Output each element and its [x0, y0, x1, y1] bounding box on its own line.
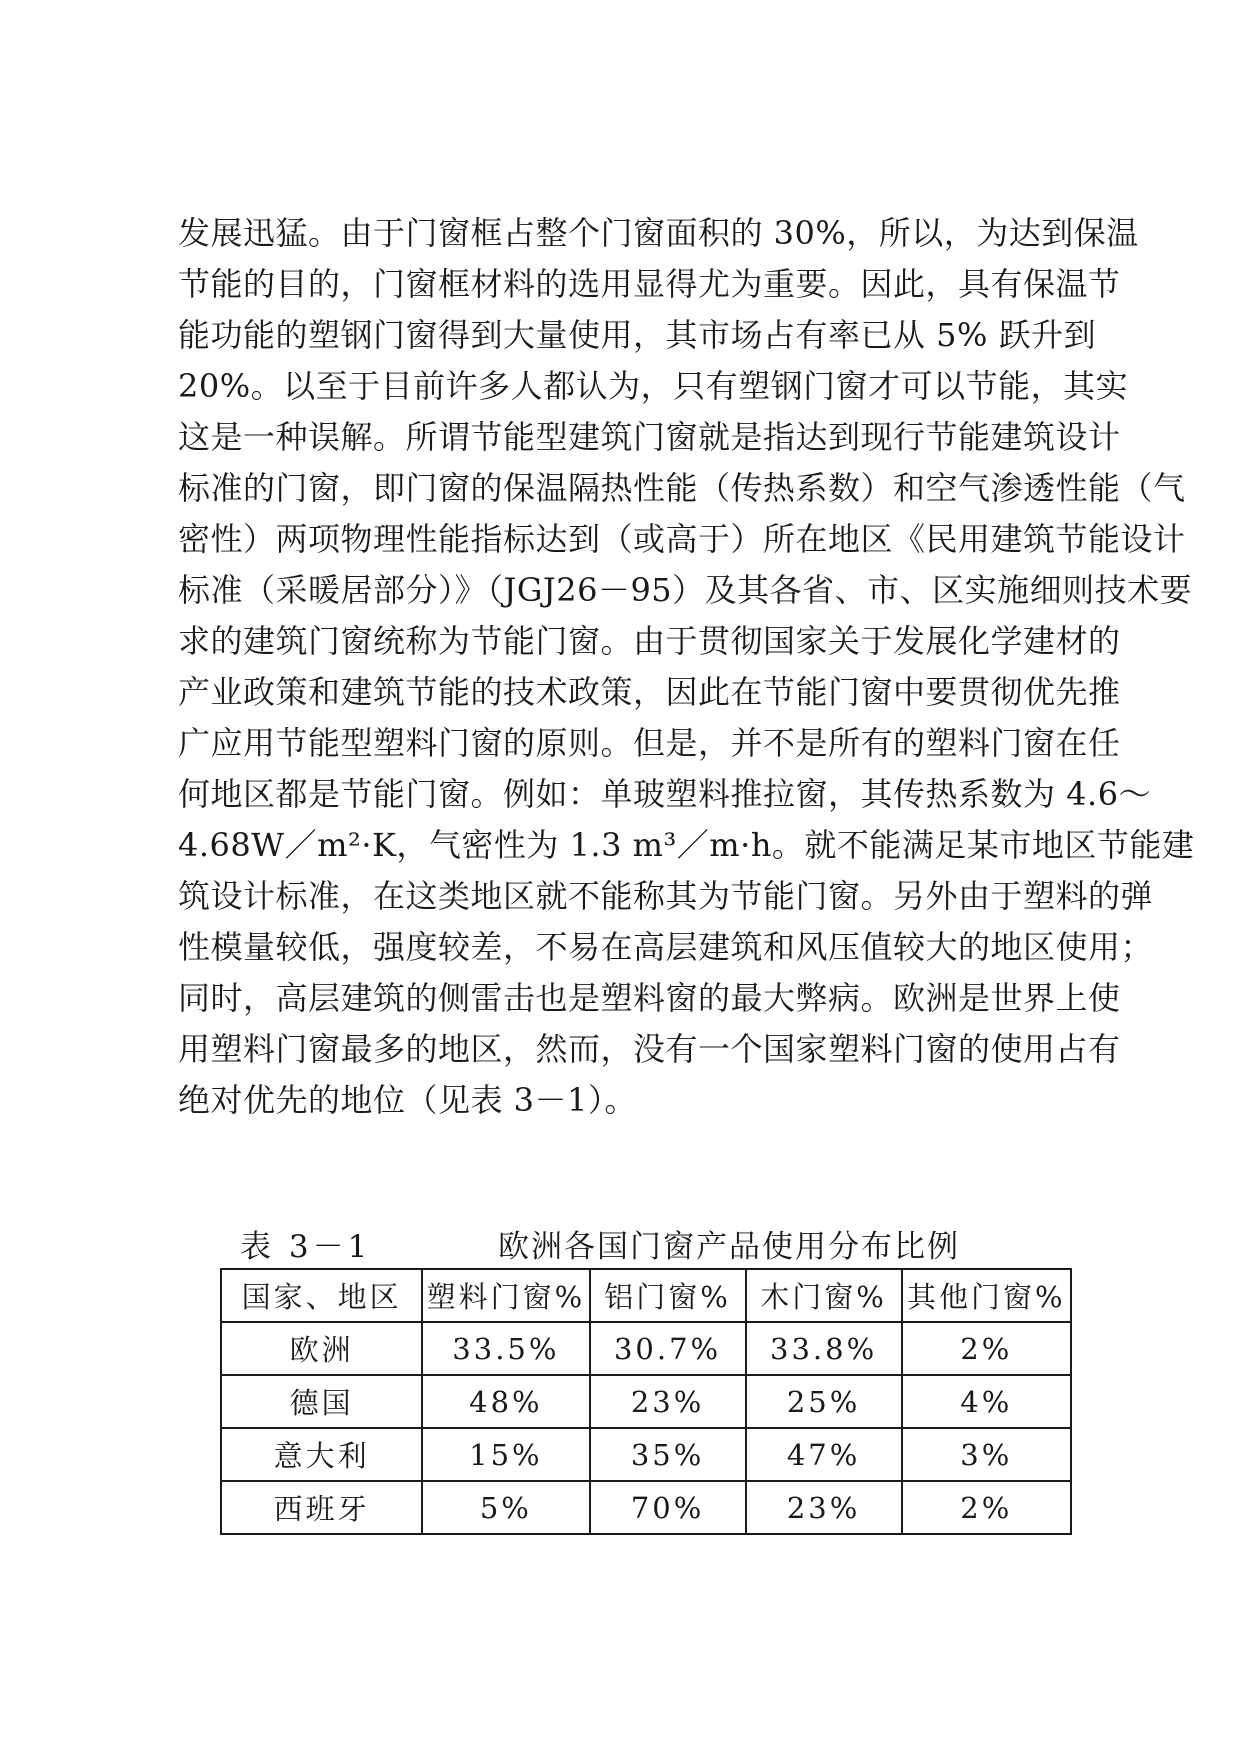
- paragraph-line: 发展迅猛。由于门窗框占整个门窗面积的 30%，所以，为达到保温: [178, 214, 1139, 252]
- header-plastic: 塑料门窗%: [422, 1269, 589, 1322]
- cell-region: 德国: [221, 1375, 422, 1428]
- paragraph-line: 4.68W／m²·K，气密性为 1.3 m³／m·h。就不能满足某市地区节能建: [178, 826, 1195, 864]
- table-number: 表 3－1: [240, 1229, 372, 1265]
- cell-region: 意大利: [221, 1428, 422, 1481]
- cell-wood: 47%: [746, 1428, 902, 1481]
- cell-plastic: 5%: [422, 1481, 589, 1534]
- cell-plastic: 15%: [422, 1428, 589, 1481]
- cell-wood: 23%: [746, 1481, 902, 1534]
- header-other: 其他门窗%: [902, 1269, 1071, 1322]
- cell-aluminum: 70%: [590, 1481, 746, 1534]
- paragraph-line: 能功能的塑钢门窗得到大量使用，其市场占有率已从 5% 跃升到: [178, 316, 1097, 354]
- table-row: [221, 1322, 1071, 1375]
- paragraph-line: 产业政策和建筑节能的技术政策，因此在节能门窗中要贯彻优先推: [178, 673, 1121, 711]
- paragraph-line: 用塑料门窗最多的地区，然而，没有一个国家塑料门窗的使用占有: [178, 1030, 1121, 1068]
- table-row: [221, 1481, 1071, 1534]
- paragraph-line: 这是一种误解。所谓节能型建筑门窗就是指达到现行节能建筑设计: [178, 418, 1121, 456]
- cell-aluminum: 30.7%: [590, 1322, 746, 1375]
- cell-region: 西班牙: [221, 1481, 422, 1534]
- paragraph-line: 节能的目的，门窗框材料的选用显得尤为重要。因此，具有保温节: [178, 265, 1121, 303]
- table-caption: [240, 1225, 1040, 1269]
- paragraph-line: 性模量较低，强度较差，不易在高层建筑和风压值较大的地区使用；: [178, 928, 1154, 966]
- table-row: [221, 1375, 1071, 1428]
- paragraph-line: 绝对优先的地位（见表 3－1）。: [178, 1081, 637, 1119]
- paragraph-line: 何地区都是节能门窗。例如：单玻塑料推拉窗，其传热系数为 4.6～: [178, 775, 1152, 813]
- paragraph-line: 标准（采暖居部分）》（JGJ26－95）及其各省、市、区实施细则技术要: [178, 571, 1193, 609]
- header-region: 国家、地区: [221, 1269, 422, 1322]
- paragraph-line: 标准的门窗，即门窗的保温隔热性能（传热系数）和空气渗透性能（气: [178, 469, 1186, 507]
- paragraph-line: 密性）两项物理性能指标达到（或高于）所在地区《民用建筑节能设计: [178, 520, 1186, 558]
- cell-region: 欧洲: [221, 1322, 422, 1375]
- table-title: 欧洲各国门窗产品使用分布比例: [498, 1229, 960, 1265]
- header-aluminum: 铝门窗%: [590, 1269, 746, 1322]
- paragraph-line: 求的建筑门窗统称为节能门窗。由于贯彻国家关于发展化学建材的: [178, 622, 1121, 660]
- paragraph-line: 筑设计标准，在这类地区就不能称其为节能门窗。另外由于塑料的弹: [178, 877, 1154, 915]
- cell-other: 3%: [902, 1428, 1071, 1481]
- distribution-table: [220, 1268, 1072, 1535]
- cell-other: 4%: [902, 1375, 1071, 1428]
- paragraph-line: 20%。以至于目前许多人都认为，只有塑钢门窗才可以节能，其实: [178, 367, 1129, 405]
- table-header-row: [221, 1269, 1071, 1322]
- cell-wood: 33.8%: [746, 1322, 902, 1375]
- table-row: [221, 1428, 1071, 1481]
- body-paragraph: [178, 208, 1195, 1126]
- header-wood: 木门窗%: [746, 1269, 902, 1322]
- paragraph-line: 同时，高层建筑的侧雷击也是塑料窗的最大弊病。欧洲是世界上使: [178, 979, 1121, 1017]
- cell-plastic: 33.5%: [422, 1322, 589, 1375]
- cell-aluminum: 23%: [590, 1375, 746, 1428]
- cell-aluminum: 35%: [590, 1428, 746, 1481]
- cell-other: 2%: [902, 1322, 1071, 1375]
- cell-plastic: 48%: [422, 1375, 589, 1428]
- cell-wood: 25%: [746, 1375, 902, 1428]
- cell-other: 2%: [902, 1481, 1071, 1534]
- paragraph-line: 广应用节能型塑料门窗的原则。但是，并不是所有的塑料门窗在任: [178, 724, 1121, 762]
